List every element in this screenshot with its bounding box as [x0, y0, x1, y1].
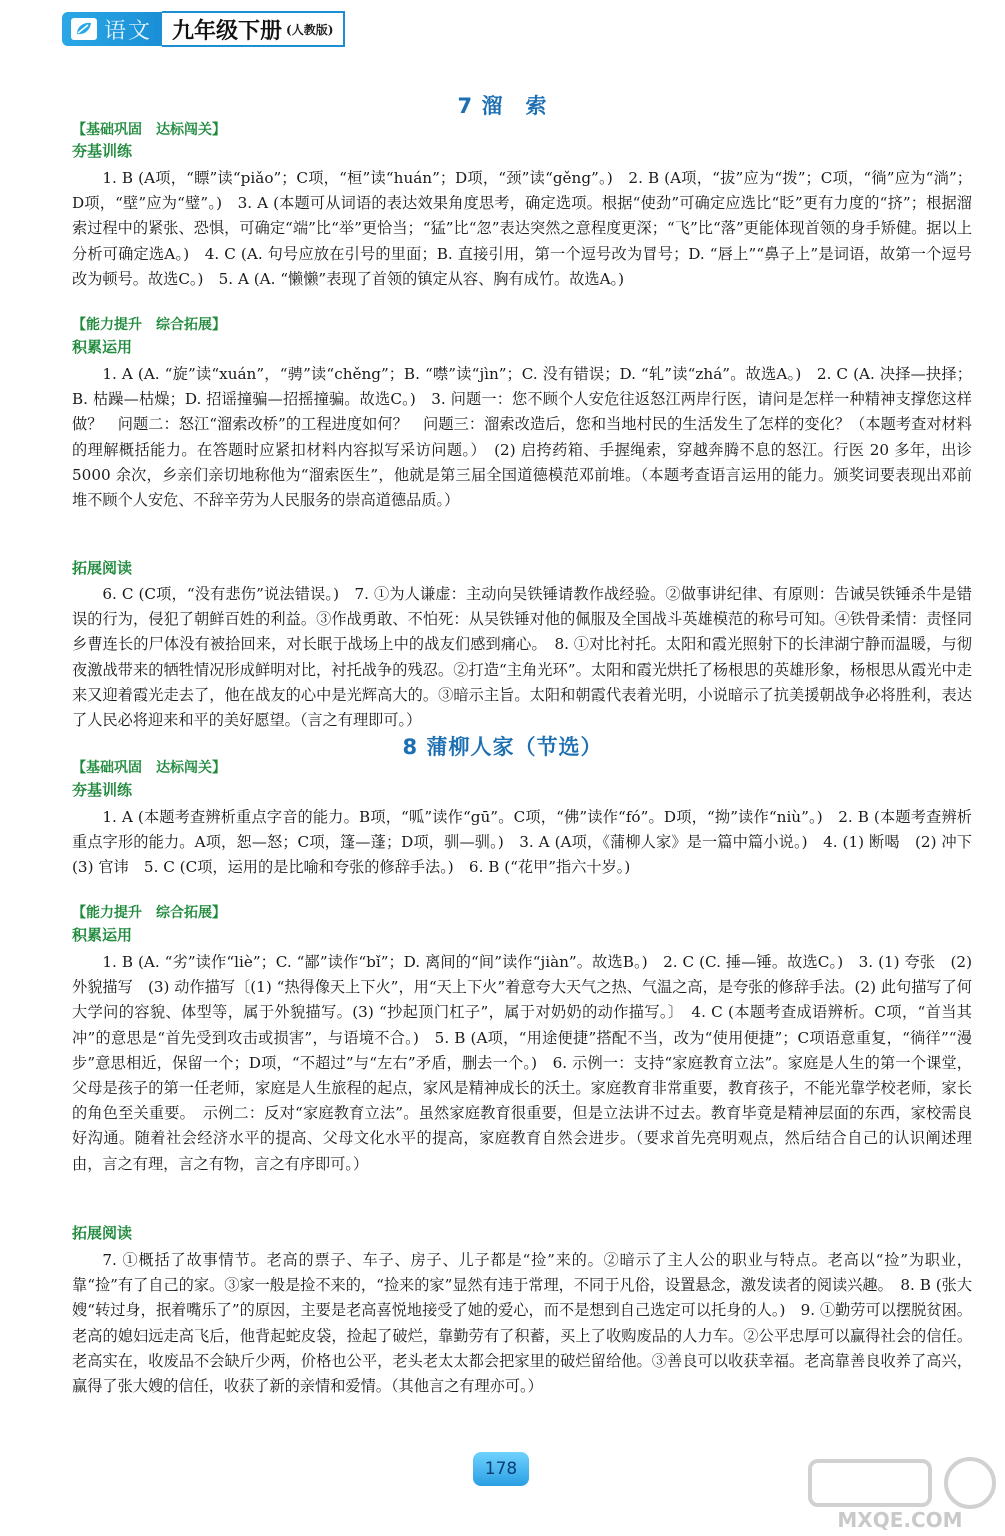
- edition-label: (人教版): [286, 22, 334, 37]
- subject-badge: [62, 12, 162, 46]
- watermark-logo: [800, 1455, 1000, 1533]
- lesson-7-title: 7 溜 索: [457, 94, 548, 118]
- book-leaf-icon: [70, 16, 98, 42]
- section-subheading: 夯基训练: [72, 142, 133, 160]
- section-tag: 【基础巩固 达标闯关】: [72, 760, 226, 776]
- subject-label: 语文: [104, 18, 153, 44]
- answer-paragraph: 1. B (A项，“瞟”读“piǎo”；C项，“桓”读“huán”；D项，“颈”读“gěng”。) 2. B (A项，“拔”应为“拨”；C项，“徜”应为“淌”；D项，“壁”应为“璧”。) 3. A (本题可从词语的表达效果角度思考，确定选项。根据“使劲”可确定应选比“眨”更有力度的“挤”；根据溜索过程中的紧张、恐惧，可确定“端”比“举”更恰当；“猛”比“忽”表达突然之意程度更深；“飞”比“落”更能体现首领的身手矫健。据以上分析可确定选A。) 4. C (A. 句号应放在引号的里面；B. 直接引用，第一个逗号改为冒号；D. “唇上”“鼻子上”是词语，故第一个逗号改为顿号。故选C。) 5. A (A. “懒懒”表现了首领的镇定从容、胸有成竹。故选A。): [72, 169, 972, 288]
- answer-paragraph: 1. A (A. “旋”读“xuán”，“骋”读“chěng”；B. “噤”读“jìn”；C. 没有错误；D. “轧”读“zhá”。故选A。) 2. C (A. 决择—抉择；B. 枯躁—枯燥；D. 招谣撞骗—招摇撞骗。故选C。) 3. 问题一：您不顾个人安危往返怒江两岸行医，请问是怎样一种精神支撑您这样做？ 问题二：怒江“溜索改桥”的工程进度如何？ 问题三：溜索改造后，您和当地村民的生活发生了怎样的变化？（本题考查对材料的理解概括能力。在答题时应紧扣材料内容拟写采访问题。） (2) 启挎药箱、手握绳索，穿越奔腾不息的怒江。行医 20 多年，出诊 5000 余次，乡亲们亲切地称他为“溜索医生”，他就是第三届全国道德模范邓前堆。（本题考查语言运用的能力。颁奖词要表现出邓前堆不顾个人安危、不辞辛劳为人民服务的崇高道德品质。）: [72, 365, 972, 510]
- page-number: 178: [473, 1452, 529, 1486]
- section-tag: 【能力提升 综合拓展】: [72, 317, 226, 333]
- lesson-8-title: 8 蒲柳人家（节选）: [402, 735, 603, 759]
- section-subheading: 积累运用: [72, 926, 133, 944]
- grade-box: [162, 11, 345, 47]
- page-header: [62, 12, 400, 46]
- section-subheading: 积累运用: [72, 338, 133, 356]
- answer-paragraph: 1. B (A. “劣”读作“liè”；C. “鄙”读作“bǐ”；D. 离间的“间”读作“jiàn”。故选B。) 2. C (C. 捶—锤。故选C。) 3. (1) 夸张 (2) 外貌描写 (3) 动作描写〔(1) “热得像天上下火”，用“天上下火”着意夸大天气之热、气温之高，是夸张的修辞手法。(2) 此句描写了何大学问的容貌、体型等，属于外貌描写。(3) “抄起顶门杠子”，属于对奶奶的动作描写。〕 4. C (本题考查成语辨析。C项，“首当其冲”的意思是“首先受到攻击或损害”，与语境不合。) 5. B (A项，“用途便捷”搭配不当，改为“使用便捷”；C项语意重复，“徜徉”“漫步”意思相近，保留一个；D项，“不超过”与“左右”矛盾，删去一个。) 6. 示例一：支持“家庭教育立法”。家庭是人生的第一个课堂，父母是孩子的第一任老师，家庭是人生旅程的起点，家风是精神成长的沃土。家庭教育非常重要，教育孩子，不能光靠学校老师，家长的角色至关重要。 示例二：反对“家庭教育立法”。虽然家庭教育很重要，但是立法讲不过去。教育毕竟是精神层面的东西，家校需良好沟通。随着社会经济水平的提高、父母文化水平的提高，家庭教育自然会进步。（要求首先亮明观点，然后结合自己的认识阐述理由，言之有理，言之有物，言之有序即可。）: [72, 953, 972, 1173]
- answer-paragraph: 6. C (C项，“没有悲伤”说法错误。) 7. ①为人谦虚：主动向吴铁锤请教作战经验。②做事讲纪律、有原则：告诫吴铁锤杀牛是错误的行为，侵犯了朝鲜百姓的利益。③作战勇敢、不怕死：从吴铁锤对他的佩服及全国战斗英雄模范的称号可知。④铁骨柔情：责怪同乡曹连长的尸体没有被拾回来，对长眠于战场上中的战友们感到痛心。 8. ①对比衬托。太阳和霞光照射下的长津湖宁静而温暖，与彻夜激战带来的牺牲情况形成鲜明对比，衬托战争的残忍。②打造“主角光环”。太阳和霞光烘托了杨根思的英雄形象，杨根思从霞光中走来又迎着霞光走去了，他在战友的心中是光辉高大的。③暗示主旨。太阳和朝霞代表着光明，小说暗示了抗美援朝战争必将胜利，表达了人民必将迎来和平的美好愿望。（言之有理即可。）: [72, 585, 972, 730]
- watermark-text: MXQE.COM: [837, 1508, 963, 1532]
- answer-paragraph: 7. ①概括了故事情节。老高的票子、车子、房子、儿子都是“捡”来的。②暗示了主人公的职业与特点。老高以“捡”为职业，靠“捡”有了自己的家。③家一般是捡不来的，“捡来的家”显然有违于常理，不同于凡俗，设置悬念，激发读者的阅读兴趣。 8. B (张大嫂“转过身，抿着嘴乐了”的原因，主要是老高喜悦地接受了她的爱心，而不是想到自己选定可以托身的人。) 9. ①勤劳可以摆脱贫困。老高的媳妇远走高飞后，他背起蛇皮袋，捡起了破烂，靠勤劳有了积蓄，买上了收购废品的人力车。②公平忠厚可以赢得社会的信任。老高实在，收废品不会缺斤少两，价格也公平，老头老太太都会把家里的破烂留给他。③善良可以收获幸福。老高靠善良收养了高兴，赢得了张大嫂的信任，收获了新的亲情和爱情。（其他言之有理亦可。）: [72, 1251, 973, 1396]
- section-subheading: 拓展阅读: [72, 1224, 133, 1242]
- section-subheading: 夯基训练: [72, 781, 133, 799]
- answer-paragraph: 1. A (本题考查辨析重点字音的能力。B项，“呱”读作“gū”。C项，“佛”读作“fó”。D项，“拗”读作“niù”。) 2. B (本题考查辨析重点字形的能力。A项，恕—怒；C项，篷—蓬；D项，驯—驯。) 3. A (A项，《蒲柳人家》是一篇中篇小说。) 4. (1) 断喝 (2) 冲下 (3) 官讳 5. C (C项，运用的是比喻和夸张的修辞手法。) 6. B (“花甲”指六十岁。): [72, 808, 988, 877]
- section-tag: 【能力提升 综合拓展】: [72, 905, 226, 921]
- grade-label: 九年级下册: [172, 17, 283, 44]
- section-tag: 【基础巩固 达标闯关】: [72, 122, 226, 138]
- section-subheading: 拓展阅读: [72, 559, 133, 577]
